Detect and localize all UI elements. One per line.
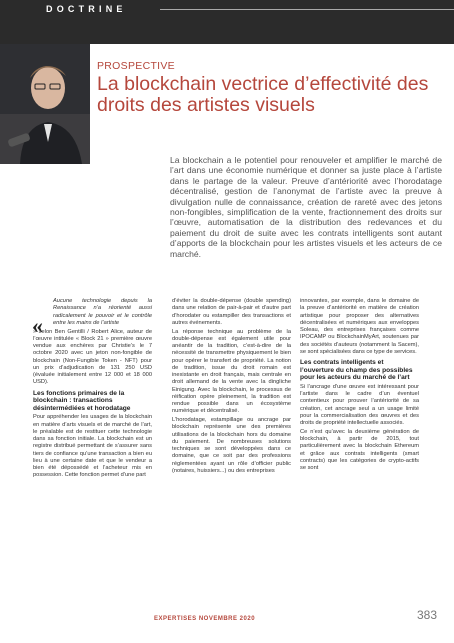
paragraph: innovantes, par exemple, dans le domaine de la preuve d’antériorité en matière de création artistique pour proposer des alternatives décentralisées et numériques aux enveloppes Soleau, des entreprises françaises comme IPOCAMP ou BlockchainMyArt, soutenues par des sociétés d’auteurs (notamment la Sacem), se sont spécialisées dans ce type de services. [300, 298, 419, 355]
column-3 [300, 298, 419, 474]
column-2 [172, 298, 291, 477]
paragraph: La réponse technique au problème de la double-dépense est également utile pour anéantir de la tradition, c’est-à-dire de la nécessité de transmettre physiquement le bien pour opérer le transfert de propriété. La notion de tradition, issue du droit romain est inexistante en droit français, mais centrale en droit allemand de la vente avec la dingliche Einigung. Avec la blockchain, le processus de réification opère pleinement, la tradition est rendue possible dans un écosystème numérique et décentralisé. [172, 328, 291, 415]
paragraph: Pour appréhender les usages de la blockchain en matière d’arts visuels et de marché de l’art, le préalable est de restituer cette technologie dans sa fonction initiale. La blockchain est un registre distribué permettant de s’assurer sans tiers de confiance qu’une transaction a bien eu lieu à une certaine date et que le vendeur a bien été dépossédé et l’acheteur mis en possession. Cette fonction permet d’une part [33, 414, 152, 479]
column-1 [33, 298, 152, 481]
article-lede: La blockchain a le potentiel pour renouveler et amplifier le marché de l’art dans une économie numérique et donner sa juste place à l’artiste dans le partage de la valeur. Preuve d’antériorité avec l’horodatage décentralisé, gestion de l’anonymat de l’artiste avec la preuve à divulgation nulle de connaissance, création de rareté avec des jetons non-fongibles, simplification de la vente, fractionnement des droits sur l’œuvre, automatisation de la distribution des redevances et du paiement du droit de suite avec les contrats intelligents sont autant d’apports de la blockchain pour les artistes visuels et les acteurs de ce marché. [170, 155, 442, 259]
subheading: Les fonctions primaires de la blockchain : transactions désintermédiées et horodatage [33, 389, 131, 412]
section-label: DOCTRINE [46, 4, 127, 14]
section-band [0, 0, 454, 44]
paragraph: Si l’ancrage d’une œuvre est intéressant pour l’artiste dans le cadre d’un éventuel contentieux pour prouver l’antériorité de sa création, cet ancrage seul a un usage limité pour la commercialisation des œuvres et des droits de propriété intellectuelle associés. [300, 383, 419, 427]
author-photo [0, 44, 90, 164]
paragraph: d’éviter la double-dépense (double spending) dans une relation de pair-à-pair et d’autre part d’horodater ou estampiller des transactions et autres événements. [172, 298, 291, 326]
subheading: Les contrats intelligents et l’ouverture du champ des possibles pour les acteurs du marché de l’art [300, 359, 413, 382]
footer-source: EXPERTISES NOVEMBRE 2020 [154, 616, 256, 622]
quote-mark: « [32, 313, 43, 338]
opening-quote: Aucune technologie depuis la Renaissance n’a réorienté aussi radicalement le pouvoir et le contrôle entre les mains de l’artiste [53, 298, 152, 326]
page-number: 383 [417, 608, 438, 622]
paragraph: » selon Ben Gentilli / Robert Alice, auteur de l’œuvre intitulée « Block 21 » première œuvre vendue aux enchères par Christie’s le 7 octobre 2020 avec un jeton non-fongible de blockchain (Non-Fungible Token - NFT) pour un prix d’adjudication de 131 250 USD (évaluée initialement entre 12 000 et 18 000 USD). [33, 328, 152, 386]
portrait-photo-icon [0, 44, 90, 164]
article-kicker: PROSPECTIVE [97, 60, 175, 72]
article-title: La blockchain vectrice d’effectivité des droits des artistes visuels [97, 73, 429, 116]
paragraph: Ce n’est qu’avec la deuxième génération de blockchain, à partir de 2015, tout particulièrement avec la blockchain Ethereum et grâce aux contrats intelligents (smart contracts) que les catégories de crypto-actifs se sont [300, 428, 419, 472]
paragraph: L’horodatage, estampillage ou ancrage par blockchain représente une des premières utilisations de la blockchain hors du domaine du paiement. De nombreuses solutions techniques se sont développées dans ce domaine, que ce soit par des professions réglementées ayant un rôle d’officier public (notaires, huissiers...) ou des entreprises [172, 417, 291, 474]
section-rule [160, 9, 454, 10]
